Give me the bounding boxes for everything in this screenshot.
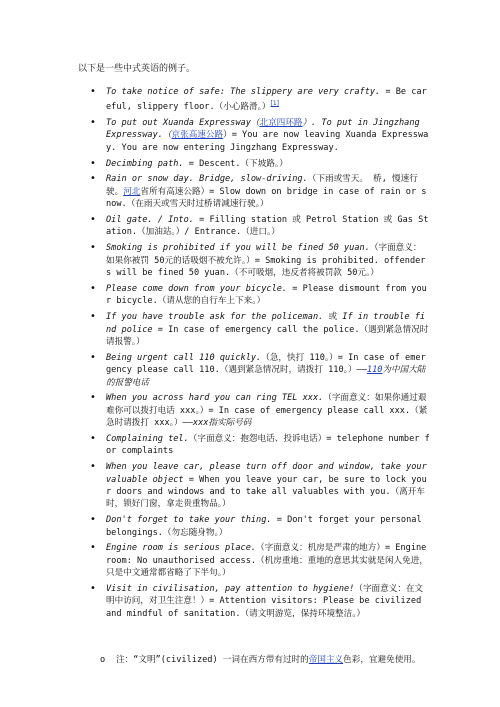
translation-text: = Please dismount from your bicycle.（请从您的自行车上下来。） bbox=[106, 283, 427, 307]
translation-text: = Filling station 或 Petrol Station 或 Gas Station.（加油站。）/ Entrance.（进口。） bbox=[106, 215, 429, 238]
chinglish-text: Smoking is prohibited if you will be fined 50 yuan. bbox=[106, 243, 370, 254]
list-item bbox=[90, 173, 430, 210]
list-item bbox=[90, 542, 430, 579]
list-item bbox=[90, 514, 430, 539]
translation-text: = Be careful, slippery floor.（小心路滑。） bbox=[106, 87, 427, 113]
translation-text: = Don't forget your personal belongings.（勿忘随身物。） bbox=[106, 515, 422, 538]
translation-text: （字面意义：如果你通过艰难你可以拨打电话 xxx。）= In case of emergency please call xxx.（紧急时请拨打 xxx。）—— bbox=[106, 393, 428, 429]
wiki-link[interactable]: 帝国主义 bbox=[308, 655, 344, 665]
chinglish-text: Don't forget to take your thing. bbox=[106, 515, 272, 526]
footnote-link[interactable]: [1] bbox=[270, 100, 280, 108]
translation-text: （下雨或雪天。 桥, 慢速行驶。 bbox=[106, 174, 418, 197]
chinglish-text: Engine room is serious place. bbox=[106, 543, 257, 554]
list-item bbox=[90, 283, 430, 308]
chinglish-text: When you across hard you can ring TEL xxx. bbox=[106, 393, 324, 404]
list-item bbox=[90, 583, 430, 620]
list-item bbox=[90, 392, 430, 429]
chinglish-text: Decimbing path. bbox=[106, 158, 184, 169]
chinglish-text: Please come down from your bicycle. bbox=[106, 283, 288, 294]
chinglish-text: Being urgent call 110 quickly. bbox=[106, 352, 262, 363]
list-item bbox=[90, 117, 430, 154]
intro-text: 以下是一些中式英语的例子。 bbox=[78, 64, 196, 74]
chinglish-text: When you leave car, please turn off door and window, take your valuable object bbox=[106, 462, 427, 485]
example-list bbox=[90, 86, 430, 624]
chinglish-text: Complaining tel. bbox=[106, 433, 189, 444]
list-item bbox=[90, 158, 430, 170]
chinglish-text: If in trouble find police bbox=[106, 312, 426, 335]
chinglish-text: ）. To put in Jingzhang Expressway.（ bbox=[106, 118, 420, 141]
sub-note bbox=[100, 654, 436, 666]
note-text: 色彩，宜避免使用。 bbox=[343, 655, 421, 665]
note-text: 为中国大陆的报警电话 bbox=[106, 365, 426, 388]
translation-text: = Descent.（下坡路。） bbox=[183, 158, 288, 169]
note-text: xxx指实际号码 bbox=[192, 418, 252, 429]
wiki-link[interactable]: 京张高速公路 bbox=[171, 130, 224, 141]
wiki-link[interactable]: 110 bbox=[366, 365, 383, 376]
wiki-link[interactable]: 河北 bbox=[123, 186, 141, 197]
chinglish-text: To put out Xuanda Expressway（ bbox=[106, 118, 260, 129]
sub-bullet: o bbox=[100, 655, 106, 665]
chinglish-text: To take notice of safe: The slippery are very crafty. bbox=[106, 87, 381, 97]
note-text: 注：“文明”(civilized) 一词在西方带有过时的 bbox=[116, 655, 309, 665]
translation-text: 省所有高速公路）= Slow down on bridge in case of rain or snow.（在雨天或雪天时过桥请减速行驶。） bbox=[106, 186, 427, 210]
list-item bbox=[90, 214, 430, 239]
wiki-link[interactable]: 北京四环路 bbox=[259, 118, 303, 129]
translation-text: = When you leave your car, be sure to lock your doors and windows and to take all valuables with you.（离开车时，锁好门窗，拿走贵重物品。） bbox=[106, 474, 427, 510]
translation-text: （急，快打 110。）= In case of emergency please call 110.（遇到紧急情况时，请拨打 110。）—— bbox=[106, 352, 426, 376]
list-item bbox=[90, 352, 430, 389]
chinglish-text: If you have trouble ask for the policeman. bbox=[106, 312, 324, 323]
translation-text: （字面意义：如果你被罚 50元的话吸烟不被允许。）= Smoking is prohibited. offenders will be fined 50 yuan.（不可吸烟，违反者将被罚款 50元。） bbox=[106, 243, 426, 279]
translation-text: （字面意义：抱怨电话、投诉电话）= telephone number for complaints bbox=[106, 433, 430, 457]
list-item bbox=[90, 242, 430, 279]
list-item bbox=[90, 461, 430, 511]
translation-text: = In case of emergency call the police.（遇到紧急情况时请报警。） bbox=[106, 324, 429, 347]
chinglish-text: Visit in civilisation, pay attention to hygiene! bbox=[106, 583, 355, 594]
translation-text: ）= You are now leaving Xuanda Expressway. You are now entering Jingzhang Expressway. bbox=[106, 130, 429, 153]
list-item bbox=[90, 433, 430, 458]
chinglish-text: Rain or snow day. Bridge, slow-driving. bbox=[106, 174, 308, 185]
list-item bbox=[90, 86, 430, 114]
chinglish-text: Oil gate. / Into. bbox=[106, 215, 194, 226]
translation-text: （字面意义：机房是严肃的地方）= Engine room: No unauthorised access.（机房重地：重地的意思其实就是闲人免进，只是中文通常都省略了下半句。） bbox=[106, 543, 428, 579]
translation-text: （字面意义：在文明中访问，对卫生注意！）= Attention visitors: Please be civilized and mindful of sanitation.（请文明游览，保持环境整洁。） bbox=[106, 583, 424, 619]
connector-text: 或 bbox=[323, 312, 343, 323]
list-item bbox=[90, 311, 430, 348]
